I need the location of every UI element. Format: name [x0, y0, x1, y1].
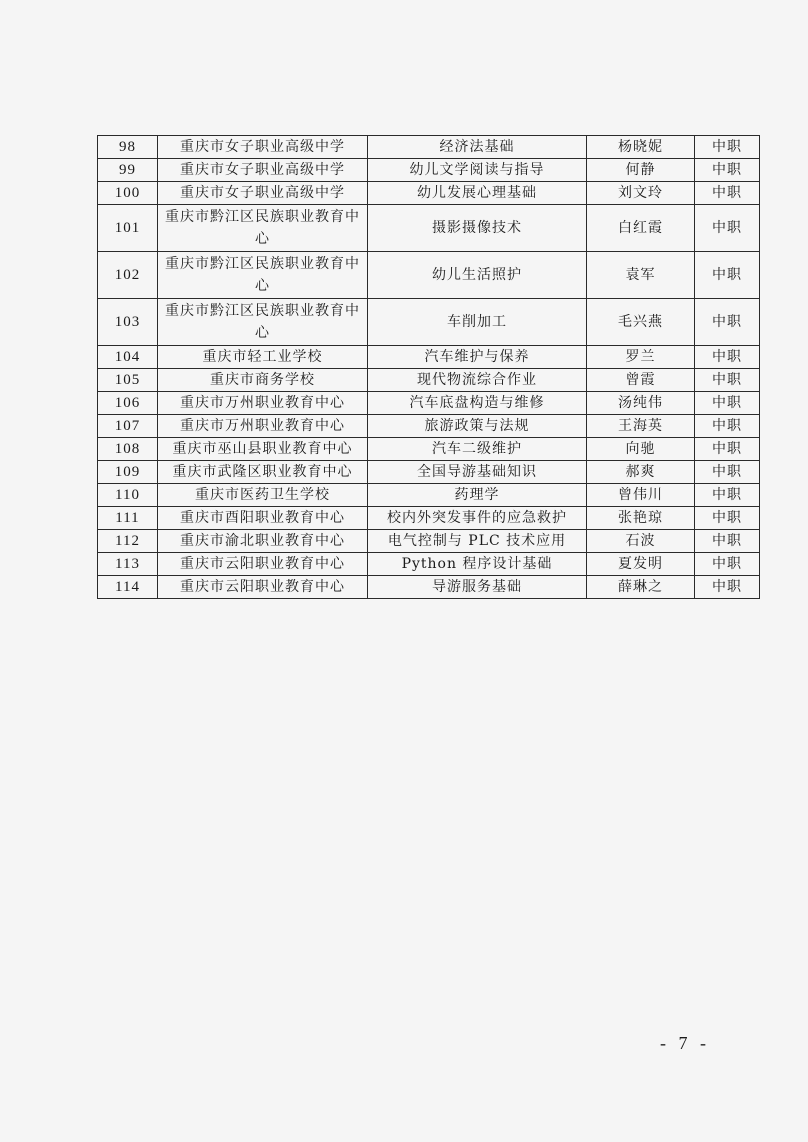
course-cell: 汽车二级维护: [368, 438, 587, 461]
row-number-cell: 107: [98, 415, 158, 438]
table-row: [98, 507, 760, 530]
course-cell: 幼儿生活照护: [368, 252, 587, 299]
teacher-cell: 罗兰: [587, 346, 695, 369]
teacher-cell: 汤纯伟: [587, 392, 695, 415]
course-cell: 幼儿发展心理基础: [368, 182, 587, 205]
teacher-cell: 王海英: [587, 415, 695, 438]
school-cell: 重庆市云阳职业教育中心: [158, 576, 368, 599]
table-row: [98, 392, 760, 415]
level-cell: 中职: [695, 299, 760, 346]
course-cell: 摄影摄像技术: [368, 205, 587, 252]
teacher-cell: 毛兴燕: [587, 299, 695, 346]
row-number-cell: 113: [98, 553, 158, 576]
school-cell: 重庆市女子职业高级中学: [158, 159, 368, 182]
course-cell: 旅游政策与法规: [368, 415, 587, 438]
level-cell: 中职: [695, 369, 760, 392]
level-cell: 中职: [695, 392, 760, 415]
table-row: [98, 159, 760, 182]
teacher-cell: 石波: [587, 530, 695, 553]
row-number-cell: 114: [98, 576, 158, 599]
table-row: [98, 553, 760, 576]
row-number-cell: 111: [98, 507, 158, 530]
table-row: [98, 461, 760, 484]
course-cell: 汽车底盘构造与维修: [368, 392, 587, 415]
school-cell: 重庆市黔江区民族职业教育中心: [158, 205, 368, 252]
teacher-cell: 刘文玲: [587, 182, 695, 205]
row-number-cell: 106: [98, 392, 158, 415]
school-cell: 重庆市云阳职业教育中心: [158, 553, 368, 576]
row-number-cell: 104: [98, 346, 158, 369]
level-cell: 中职: [695, 252, 760, 299]
teacher-cell: 何静: [587, 159, 695, 182]
course-cell: 汽车维护与保养: [368, 346, 587, 369]
table-row: [98, 369, 760, 392]
school-cell: 重庆市轻工业学校: [158, 346, 368, 369]
school-cell: 重庆市医药卫生学校: [158, 484, 368, 507]
roster-table: [97, 135, 760, 599]
row-number-cell: 100: [98, 182, 158, 205]
row-number-cell: 101: [98, 205, 158, 252]
level-cell: 中职: [695, 553, 760, 576]
table-row: [98, 205, 760, 252]
row-number-cell: 98: [98, 136, 158, 159]
teacher-cell: 郝爽: [587, 461, 695, 484]
level-cell: 中职: [695, 438, 760, 461]
school-cell: 重庆市万州职业教育中心: [158, 415, 368, 438]
course-cell: 药理学: [368, 484, 587, 507]
table-row: [98, 182, 760, 205]
teacher-cell: 夏发明: [587, 553, 695, 576]
level-cell: 中职: [695, 507, 760, 530]
table-row: [98, 576, 760, 599]
level-cell: 中职: [695, 576, 760, 599]
row-number-cell: 112: [98, 530, 158, 553]
school-cell: 重庆市巫山县职业教育中心: [158, 438, 368, 461]
level-cell: 中职: [695, 484, 760, 507]
course-cell: 全国导游基础知识: [368, 461, 587, 484]
teacher-cell: 曾伟川: [587, 484, 695, 507]
teacher-cell: 曾霞: [587, 369, 695, 392]
row-number-cell: 110: [98, 484, 158, 507]
course-cell: 幼儿文学阅读与指导: [368, 159, 587, 182]
table-row: [98, 252, 760, 299]
row-number-cell: 102: [98, 252, 158, 299]
teacher-cell: 薛琳之: [587, 576, 695, 599]
school-cell: 重庆市女子职业高级中学: [158, 136, 368, 159]
level-cell: 中职: [695, 205, 760, 252]
level-cell: 中职: [695, 136, 760, 159]
course-cell: 现代物流综合作业: [368, 369, 587, 392]
table-row: [98, 530, 760, 553]
school-cell: 重庆市黔江区民族职业教育中心: [158, 299, 368, 346]
level-cell: 中职: [695, 182, 760, 205]
row-number-cell: 103: [98, 299, 158, 346]
course-cell: 经济法基础: [368, 136, 587, 159]
table-row: [98, 136, 760, 159]
course-cell: Python 程序设计基础: [368, 553, 587, 576]
table-row: [98, 346, 760, 369]
teacher-cell: 向驰: [587, 438, 695, 461]
roster-table-body: [98, 136, 760, 599]
teacher-cell: 白红霞: [587, 205, 695, 252]
level-cell: 中职: [695, 461, 760, 484]
teacher-cell: 杨晓妮: [587, 136, 695, 159]
school-cell: 重庆市武隆区职业教育中心: [158, 461, 368, 484]
row-number-cell: 99: [98, 159, 158, 182]
table-row: [98, 299, 760, 346]
level-cell: 中职: [695, 159, 760, 182]
level-cell: 中职: [695, 415, 760, 438]
table-row: [98, 415, 760, 438]
course-cell: 校内外突发事件的应急救护: [368, 507, 587, 530]
page-number: - 7 -: [660, 1033, 710, 1053]
course-cell: 导游服务基础: [368, 576, 587, 599]
table-row: [98, 484, 760, 507]
level-cell: 中职: [695, 346, 760, 369]
level-cell: 中职: [695, 530, 760, 553]
school-cell: 重庆市商务学校: [158, 369, 368, 392]
school-cell: 重庆市黔江区民族职业教育中心: [158, 252, 368, 299]
teacher-cell: 张艳琼: [587, 507, 695, 530]
row-number-cell: 109: [98, 461, 158, 484]
table-row: [98, 438, 760, 461]
course-cell: 电气控制与 PLC 技术应用: [368, 530, 587, 553]
teacher-cell: 袁军: [587, 252, 695, 299]
school-cell: 重庆市酉阳职业教育中心: [158, 507, 368, 530]
school-cell: 重庆市万州职业教育中心: [158, 392, 368, 415]
row-number-cell: 108: [98, 438, 158, 461]
course-cell: 车削加工: [368, 299, 587, 346]
row-number-cell: 105: [98, 369, 158, 392]
school-cell: 重庆市女子职业高级中学: [158, 182, 368, 205]
school-cell: 重庆市渝北职业教育中心: [158, 530, 368, 553]
